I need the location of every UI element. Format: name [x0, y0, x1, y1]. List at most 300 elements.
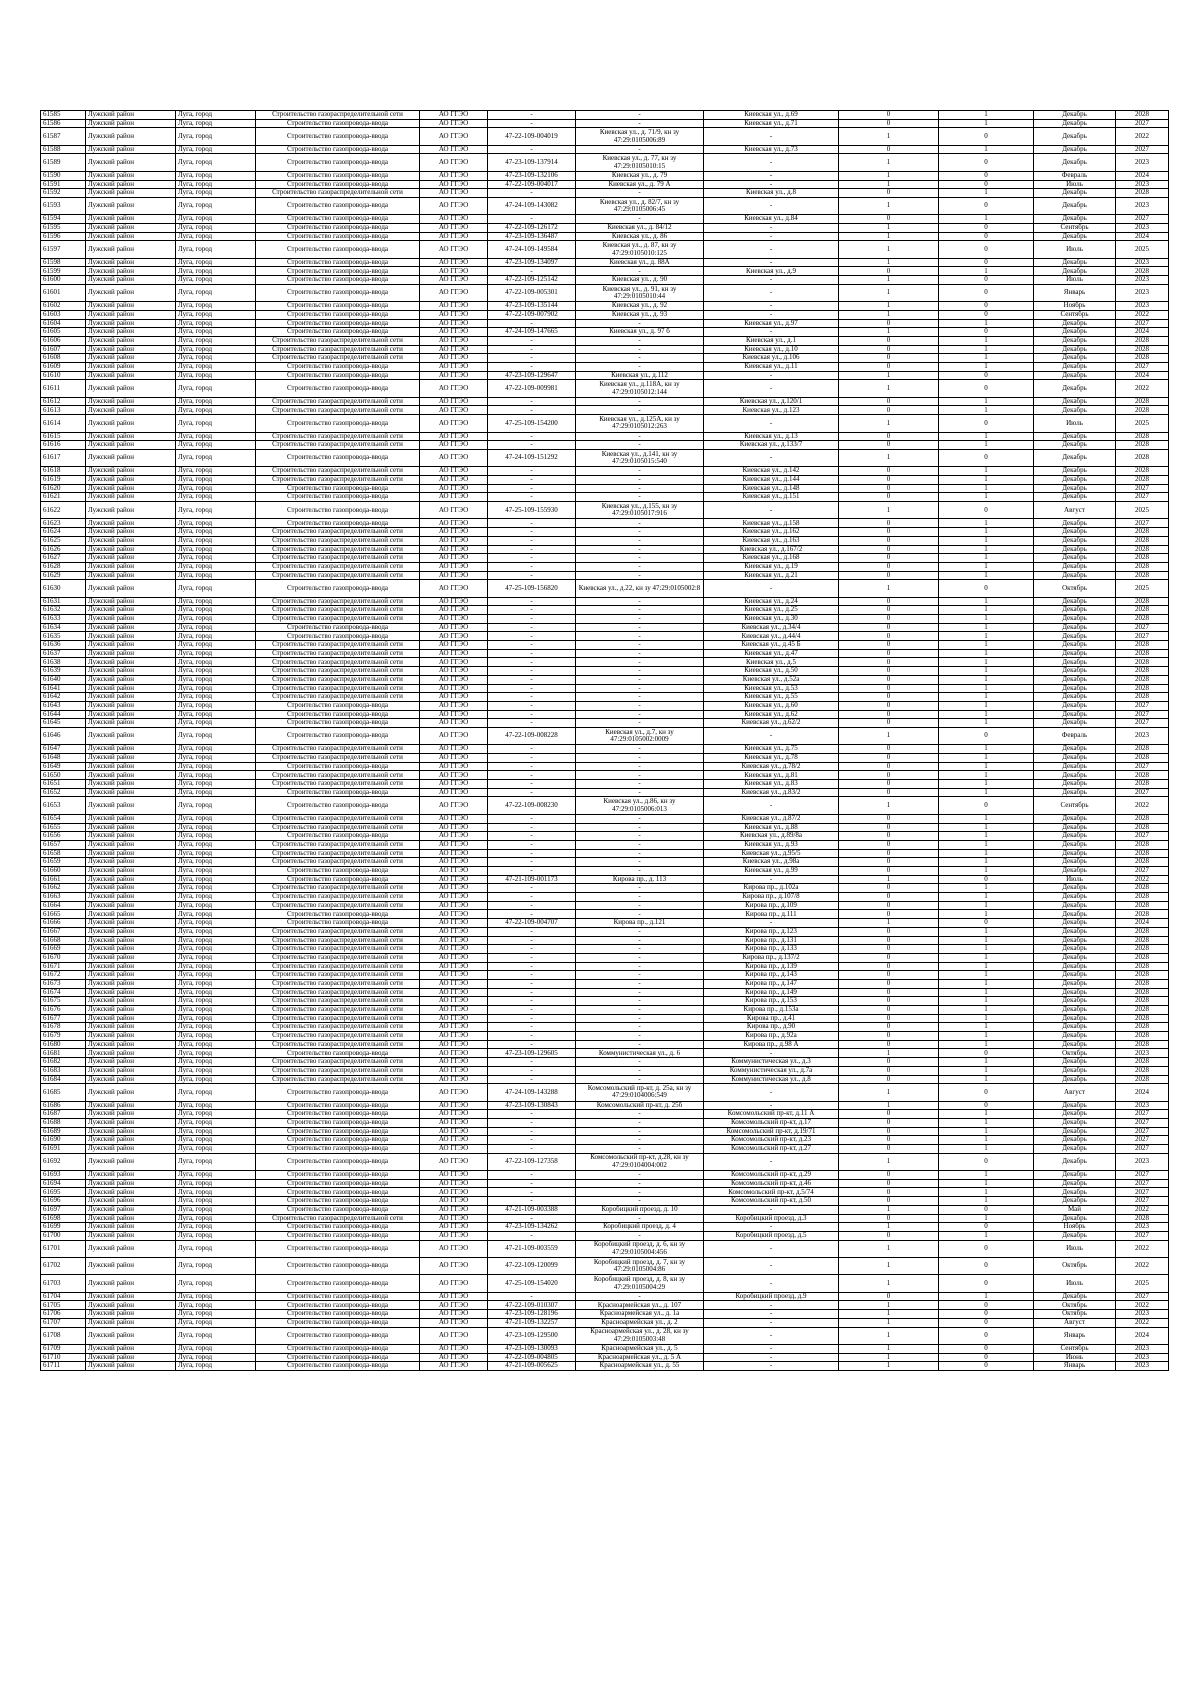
- cell-application-number: -: [488, 1032, 576, 1041]
- cell-row-number: 61678: [41, 1023, 86, 1032]
- cell-object-address: Красноармейская ул., д. 1а: [576, 1310, 704, 1319]
- cell-application-number: -: [488, 675, 576, 684]
- cell-district: Лужский район: [86, 580, 176, 597]
- cell-application-number: -: [488, 1197, 576, 1206]
- cell-network-address: Киевская ул., д.83/2: [704, 788, 839, 797]
- cell-year: 2022: [1116, 1301, 1169, 1310]
- cell-year: 2023: [1116, 1153, 1169, 1170]
- cell-application-number: 47-25-109-154020: [488, 1275, 576, 1292]
- cell-count-a: 0: [839, 858, 939, 867]
- cell-object-address: -: [576, 814, 704, 823]
- cell-locality: Луга, город: [176, 1362, 256, 1371]
- cell-application-number: -: [488, 319, 576, 328]
- cell-locality: Луга, город: [176, 536, 256, 545]
- cell-object-address: -: [576, 832, 704, 841]
- cell-application-number: 47-21-109-001173: [488, 875, 576, 884]
- cell-object-address: Комсомольский пр-кт, д. 25а, кн зу 47:29:0104006:549: [576, 1084, 704, 1101]
- cell-month: Сентябрь: [1034, 797, 1116, 814]
- cell-network-address: Киевская ул., д.30: [704, 615, 839, 624]
- cell-count-b: 1: [939, 936, 1034, 945]
- cell-locality: Луга, город: [176, 893, 256, 902]
- cell-month: Сентябрь: [1034, 1344, 1116, 1353]
- cell-count-a: 0: [839, 997, 939, 1006]
- cell-locality: Луга, город: [176, 476, 256, 485]
- cell-month: Декабрь: [1034, 971, 1116, 980]
- cell-district: Лужский район: [86, 336, 176, 345]
- cell-application-number: -: [488, 988, 576, 997]
- cell-row-number: 61672: [41, 971, 86, 980]
- table-row: [41, 788, 1169, 797]
- cell-month: Декабрь: [1034, 623, 1116, 632]
- cell-object-address: Красноармейская ул., д. 55: [576, 1362, 704, 1371]
- table-row: [41, 884, 1169, 893]
- cell-application-number: 47-22-109-009981: [488, 380, 576, 397]
- cell-organization: АО ГГЭО: [420, 1136, 488, 1145]
- cell-count-a: 1: [839, 727, 939, 744]
- cell-row-number: 61644: [41, 710, 86, 719]
- cell-network-address: Киевская ул., д.60: [704, 701, 839, 710]
- cell-district: Лужский район: [86, 467, 176, 476]
- cell-work-type: Строительство газопровода-ввода: [256, 415, 420, 432]
- cell-count-a: 0: [839, 562, 939, 571]
- cell-object-address: -: [576, 1118, 704, 1127]
- cell-locality: Луга, город: [176, 684, 256, 693]
- cell-count-a: 0: [839, 1145, 939, 1154]
- cell-month: Декабрь: [1034, 1171, 1116, 1180]
- cell-row-number: 61639: [41, 667, 86, 676]
- cell-object-address: -: [576, 484, 704, 493]
- cell-application-number: 47-23-109-130843: [488, 1101, 576, 1110]
- cell-work-type: Строительство газопровода-ввода: [256, 762, 420, 771]
- cell-year: 2028: [1116, 745, 1169, 754]
- cell-month: Декабрь: [1034, 189, 1116, 198]
- cell-count-b: 0: [939, 727, 1034, 744]
- cell-object-address: -: [576, 467, 704, 476]
- cell-count-b: 1: [939, 623, 1034, 632]
- cell-locality: Луга, город: [176, 1292, 256, 1301]
- cell-organization: АО ГГЭО: [420, 936, 488, 945]
- table-row: [41, 754, 1169, 763]
- table-row: [41, 441, 1169, 450]
- cell-object-address: -: [576, 771, 704, 780]
- cell-object-address: Киевская ул., д.125А, кн зу 47:29:0105012:263: [576, 415, 704, 432]
- table-row: [41, 1032, 1169, 1041]
- table-row: [41, 910, 1169, 919]
- table-row: [41, 1110, 1169, 1119]
- cell-month: Декабрь: [1034, 945, 1116, 954]
- cell-object-address: -: [576, 1006, 704, 1015]
- table-row: [41, 1205, 1169, 1214]
- cell-application-number: 47-23-109-128196: [488, 1310, 576, 1319]
- cell-object-address: Киевская ул., д.155, кн зу 47:29:0105017:916: [576, 502, 704, 519]
- cell-application-number: -: [488, 336, 576, 345]
- cell-count-a: 1: [839, 197, 939, 214]
- cell-year: 2028: [1116, 979, 1169, 988]
- cell-application-number: 47-22-109-004805: [488, 1353, 576, 1362]
- table-row: [41, 1006, 1169, 1015]
- cell-month: Декабрь: [1034, 1066, 1116, 1075]
- cell-district: Лужский район: [86, 1188, 176, 1197]
- cell-locality: Луга, город: [176, 632, 256, 641]
- cell-application-number: -: [488, 927, 576, 936]
- cell-count-b: 1: [939, 945, 1034, 954]
- cell-locality: Луга, город: [176, 997, 256, 1006]
- cell-district: Лужский район: [86, 1214, 176, 1223]
- cell-locality: Луга, город: [176, 910, 256, 919]
- cell-application-number: 47-23-109-129500: [488, 1327, 576, 1344]
- cell-district: Лужский район: [86, 1118, 176, 1127]
- cell-district: Лужский район: [86, 1006, 176, 1015]
- cell-network-address: Киевская ул., д.158: [704, 519, 839, 528]
- cell-application-number: -: [488, 189, 576, 198]
- cell-row-number: 61631: [41, 597, 86, 606]
- cell-year: 2028: [1116, 406, 1169, 415]
- cell-year: 2028: [1116, 1014, 1169, 1023]
- cell-application-number: -: [488, 754, 576, 763]
- cell-district: Лужский район: [86, 867, 176, 876]
- cell-organization: АО ГГЭО: [420, 875, 488, 884]
- cell-application-number: 47-22-109-007902: [488, 310, 576, 319]
- cell-organization: АО ГГЭО: [420, 432, 488, 441]
- cell-count-a: 0: [839, 719, 939, 728]
- cell-object-address: -: [576, 849, 704, 858]
- cell-application-number: -: [488, 554, 576, 563]
- cell-work-type: Строительство газораспределительной сети: [256, 649, 420, 658]
- table-row: [41, 528, 1169, 537]
- cell-locality: Луга, город: [176, 467, 256, 476]
- cell-district: Лужский район: [86, 1240, 176, 1257]
- cell-district: Лужский район: [86, 380, 176, 397]
- cell-network-address: -: [704, 1101, 839, 1110]
- cell-count-b: 0: [939, 1049, 1034, 1058]
- cell-work-type: Строительство газораспределительной сети: [256, 641, 420, 650]
- cell-object-address: -: [576, 1197, 704, 1206]
- cell-year: 2027: [1116, 145, 1169, 154]
- cell-count-b: 1: [939, 788, 1034, 797]
- table-row: [41, 536, 1169, 545]
- cell-month: Декабрь: [1034, 1110, 1116, 1119]
- cell-year: 2028: [1116, 823, 1169, 832]
- cell-network-address: Киевская ул., д.47: [704, 649, 839, 658]
- cell-application-number: 47-22-109-005301: [488, 284, 576, 301]
- cell-district: Лужский район: [86, 197, 176, 214]
- cell-work-type: Строительство газораспределительной сети: [256, 979, 420, 988]
- cell-district: Лужский район: [86, 962, 176, 971]
- cell-year: 2028: [1116, 667, 1169, 676]
- cell-work-type: Строительство газораспределительной сети: [256, 1032, 420, 1041]
- cell-month: Декабрь: [1034, 267, 1116, 276]
- cell-count-b: 1: [939, 111, 1034, 120]
- cell-organization: АО ГГЭО: [420, 380, 488, 397]
- cell-object-address: -: [576, 684, 704, 693]
- cell-work-type: Строительство газораспределительной сети: [256, 997, 420, 1006]
- cell-application-number: -: [488, 901, 576, 910]
- cell-network-address: -: [704, 1344, 839, 1353]
- cell-network-address: Киевская ул., д.87/2: [704, 814, 839, 823]
- cell-count-b: 1: [939, 962, 1034, 971]
- cell-count-a: 0: [839, 345, 939, 354]
- cell-application-number: -: [488, 345, 576, 354]
- cell-object-address: -: [576, 554, 704, 563]
- cell-organization: АО ГГЭО: [420, 502, 488, 519]
- cell-district: Лужский район: [86, 693, 176, 702]
- cell-district: Лужский район: [86, 884, 176, 893]
- cell-count-a: 0: [839, 632, 939, 641]
- cell-month: Январь: [1034, 1327, 1116, 1344]
- cell-district: Лужский район: [86, 562, 176, 571]
- cell-row-number: 61692: [41, 1153, 86, 1170]
- cell-network-address: -: [704, 875, 839, 884]
- cell-object-address: -: [576, 562, 704, 571]
- table-row: [41, 1344, 1169, 1353]
- cell-application-number: -: [488, 1179, 576, 1188]
- cell-district: Лужский район: [86, 1023, 176, 1032]
- cell-district: Лужский район: [86, 719, 176, 728]
- cell-district: Лужский район: [86, 1049, 176, 1058]
- cell-count-b: 1: [939, 1231, 1034, 1240]
- cell-locality: Луга, город: [176, 788, 256, 797]
- cell-count-b: 0: [939, 154, 1034, 171]
- cell-work-type: Строительство газопровода-ввода: [256, 875, 420, 884]
- cell-count-b: 1: [939, 476, 1034, 485]
- cell-organization: АО ГГЭО: [420, 623, 488, 632]
- cell-district: Лужский район: [86, 345, 176, 354]
- cell-row-number: 61618: [41, 467, 86, 476]
- cell-network-address: Кирова пр., д.41: [704, 1014, 839, 1023]
- cell-organization: АО ГГЭО: [420, 128, 488, 145]
- cell-year: 2028: [1116, 936, 1169, 945]
- cell-count-b: 1: [939, 1058, 1034, 1067]
- cell-object-address: -: [576, 823, 704, 832]
- cell-row-number: 61661: [41, 875, 86, 884]
- cell-object-address: -: [576, 145, 704, 154]
- cell-year: 2022: [1116, 380, 1169, 397]
- cell-locality: Луга, город: [176, 267, 256, 276]
- cell-locality: Луга, город: [176, 380, 256, 397]
- cell-count-b: 1: [939, 1006, 1034, 1015]
- cell-district: Лужский район: [86, 1327, 176, 1344]
- cell-month: Декабрь: [1034, 675, 1116, 684]
- cell-application-number: 47-23-109-130093: [488, 1344, 576, 1353]
- cell-organization: АО ГГЭО: [420, 536, 488, 545]
- cell-count-b: 1: [939, 884, 1034, 893]
- table-row: [41, 919, 1169, 928]
- cell-locality: Луга, город: [176, 232, 256, 241]
- cell-locality: Луга, город: [176, 936, 256, 945]
- cell-count-b: 1: [939, 745, 1034, 754]
- cell-object-address: -: [576, 1292, 704, 1301]
- cell-work-type: Строительство газопровода-ввода: [256, 1118, 420, 1127]
- cell-district: Лужский район: [86, 1301, 176, 1310]
- cell-work-type: Строительство газопровода-ввода: [256, 1344, 420, 1353]
- cell-district: Лужский район: [86, 189, 176, 198]
- cell-year: 2027: [1116, 719, 1169, 728]
- cell-locality: Луга, город: [176, 1197, 256, 1206]
- table-row: [41, 840, 1169, 849]
- cell-row-number: 61702: [41, 1257, 86, 1274]
- cell-object-address: -: [576, 406, 704, 415]
- cell-row-number: 61629: [41, 571, 86, 580]
- cell-count-b: 1: [939, 1014, 1034, 1023]
- cell-district: Лужский район: [86, 267, 176, 276]
- cell-district: Лужский район: [86, 658, 176, 667]
- cell-year: 2027: [1116, 1136, 1169, 1145]
- cell-year: 2028: [1116, 554, 1169, 563]
- cell-month: Февраль: [1034, 171, 1116, 180]
- table-row: [41, 145, 1169, 154]
- cell-application-number: -: [488, 884, 576, 893]
- cell-row-number: 61687: [41, 1110, 86, 1119]
- cell-district: Лужский район: [86, 1040, 176, 1049]
- cell-organization: АО ГГЭО: [420, 484, 488, 493]
- cell-locality: Луга, город: [176, 284, 256, 301]
- cell-month: Декабрь: [1034, 867, 1116, 876]
- cell-application-number: -: [488, 719, 576, 728]
- cell-year: 2028: [1116, 814, 1169, 823]
- cell-object-address: Коммунистическая ул., д. 6: [576, 1049, 704, 1058]
- cell-district: Лужский район: [86, 832, 176, 841]
- cell-work-type: Строительство газораспределительной сети: [256, 1058, 420, 1067]
- cell-object-address: -: [576, 641, 704, 650]
- cell-month: Декабрь: [1034, 788, 1116, 797]
- cell-count-a: 1: [839, 1362, 939, 1371]
- cell-work-type: Строительство газопровода-ввода: [256, 284, 420, 301]
- cell-district: Лужский район: [86, 632, 176, 641]
- cell-organization: АО ГГЭО: [420, 1084, 488, 1101]
- cell-organization: АО ГГЭО: [420, 1153, 488, 1170]
- cell-locality: Луга, город: [176, 832, 256, 841]
- cell-row-number: 61603: [41, 310, 86, 319]
- cell-year: 2028: [1116, 1040, 1169, 1049]
- cell-row-number: 61649: [41, 762, 86, 771]
- cell-organization: АО ГГЭО: [420, 345, 488, 354]
- cell-work-type: Строительство газораспределительной сети: [256, 1066, 420, 1075]
- cell-application-number: 47-25-109-155930: [488, 502, 576, 519]
- cell-row-number: 61636: [41, 641, 86, 650]
- cell-organization: АО ГГЭО: [420, 1205, 488, 1214]
- cell-district: Лужский район: [86, 1353, 176, 1362]
- cell-count-a: 0: [839, 493, 939, 502]
- cell-month: Декабрь: [1034, 997, 1116, 1006]
- cell-month: Декабрь: [1034, 1101, 1116, 1110]
- table-row: [41, 1101, 1169, 1110]
- cell-network-address: -: [704, 197, 839, 214]
- cell-object-address: Кирова пр., д.121: [576, 919, 704, 928]
- cell-locality: Луга, город: [176, 615, 256, 624]
- cell-locality: Луга, город: [176, 867, 256, 876]
- cell-year: 2023: [1116, 223, 1169, 232]
- cell-organization: АО ГГЭО: [420, 397, 488, 406]
- cell-application-number: -: [488, 701, 576, 710]
- cell-network-address: Коммунистическая ул., д.7а: [704, 1066, 839, 1075]
- cell-network-address: -: [704, 1153, 839, 1170]
- cell-count-b: 1: [939, 849, 1034, 858]
- table-row: [41, 719, 1169, 728]
- cell-locality: Луга, город: [176, 1310, 256, 1319]
- cell-network-address: Киевская ул., д.71: [704, 119, 839, 128]
- cell-network-address: Киевская ул., д.13: [704, 432, 839, 441]
- cell-network-address: -: [704, 1240, 839, 1257]
- table-row: [41, 962, 1169, 971]
- table-row: [41, 197, 1169, 214]
- cell-network-address: Киевская ул., д.10: [704, 345, 839, 354]
- cell-month: Декабрь: [1034, 111, 1116, 120]
- cell-work-type: Строительство газораспределительной сети: [256, 971, 420, 980]
- cell-district: Лужский район: [86, 945, 176, 954]
- cell-year: 2027: [1116, 484, 1169, 493]
- cell-count-b: 1: [939, 363, 1034, 372]
- cell-organization: АО ГГЭО: [420, 336, 488, 345]
- cell-month: Декабрь: [1034, 615, 1116, 624]
- cell-application-number: 47-23-109-136487: [488, 232, 576, 241]
- cell-network-address: Кирова пр., д.147: [704, 979, 839, 988]
- table-row: [41, 554, 1169, 563]
- cell-count-a: 0: [839, 927, 939, 936]
- cell-network-address: Коробицкий проезд, д.9: [704, 1292, 839, 1301]
- cell-application-number: -: [488, 780, 576, 789]
- cell-year: 2028: [1116, 953, 1169, 962]
- cell-count-a: 0: [839, 780, 939, 789]
- cell-row-number: 61608: [41, 354, 86, 363]
- table-row: [41, 953, 1169, 962]
- cell-application-number: -: [488, 432, 576, 441]
- cell-row-number: 61676: [41, 1006, 86, 1015]
- cell-count-a: 0: [839, 849, 939, 858]
- cell-count-a: 0: [839, 1197, 939, 1206]
- cell-district: Лужский район: [86, 1058, 176, 1067]
- table-row: [41, 797, 1169, 814]
- cell-year: 2028: [1116, 1058, 1169, 1067]
- cell-month: Декабрь: [1034, 858, 1116, 867]
- cell-count-a: 1: [839, 1101, 939, 1110]
- cell-count-a: 0: [839, 476, 939, 485]
- cell-application-number: 47-22-109-004017: [488, 180, 576, 189]
- cell-count-a: 1: [839, 797, 939, 814]
- table-row: [41, 354, 1169, 363]
- cell-district: Лужский район: [86, 675, 176, 684]
- cell-application-number: -: [488, 441, 576, 450]
- cell-application-number: 47-23-109-129647: [488, 371, 576, 380]
- cell-locality: Луга, город: [176, 554, 256, 563]
- cell-district: Лужский район: [86, 727, 176, 744]
- cell-row-number: 61617: [41, 449, 86, 466]
- cell-count-a: 0: [839, 528, 939, 537]
- cell-network-address: Киевская ул., д.45 Б: [704, 641, 839, 650]
- cell-count-b: 1: [939, 267, 1034, 276]
- cell-work-type: Строительство газопровода-ввода: [256, 1310, 420, 1319]
- cell-month: Декабрь: [1034, 910, 1116, 919]
- cell-row-number: 61610: [41, 371, 86, 380]
- cell-work-type: Строительство газораспределительной сети: [256, 189, 420, 198]
- cell-object-address: -: [576, 762, 704, 771]
- cell-district: Лужский район: [86, 814, 176, 823]
- cell-count-b: 1: [939, 701, 1034, 710]
- cell-application-number: -: [488, 893, 576, 902]
- cell-count-a: 1: [839, 1275, 939, 1292]
- table-row: [41, 979, 1169, 988]
- cell-year: 2028: [1116, 971, 1169, 980]
- cell-locality: Луга, город: [176, 1188, 256, 1197]
- cell-network-address: Кирова пр., д.137/2: [704, 953, 839, 962]
- cell-month: Февраль: [1034, 727, 1116, 744]
- cell-row-number: 61688: [41, 1118, 86, 1127]
- cell-network-address: Кирова пр., д.123: [704, 927, 839, 936]
- cell-row-number: 61626: [41, 545, 86, 554]
- cell-count-a: 0: [839, 710, 939, 719]
- cell-locality: Луга, город: [176, 502, 256, 519]
- cell-count-a: 1: [839, 310, 939, 319]
- cell-locality: Луга, город: [176, 919, 256, 928]
